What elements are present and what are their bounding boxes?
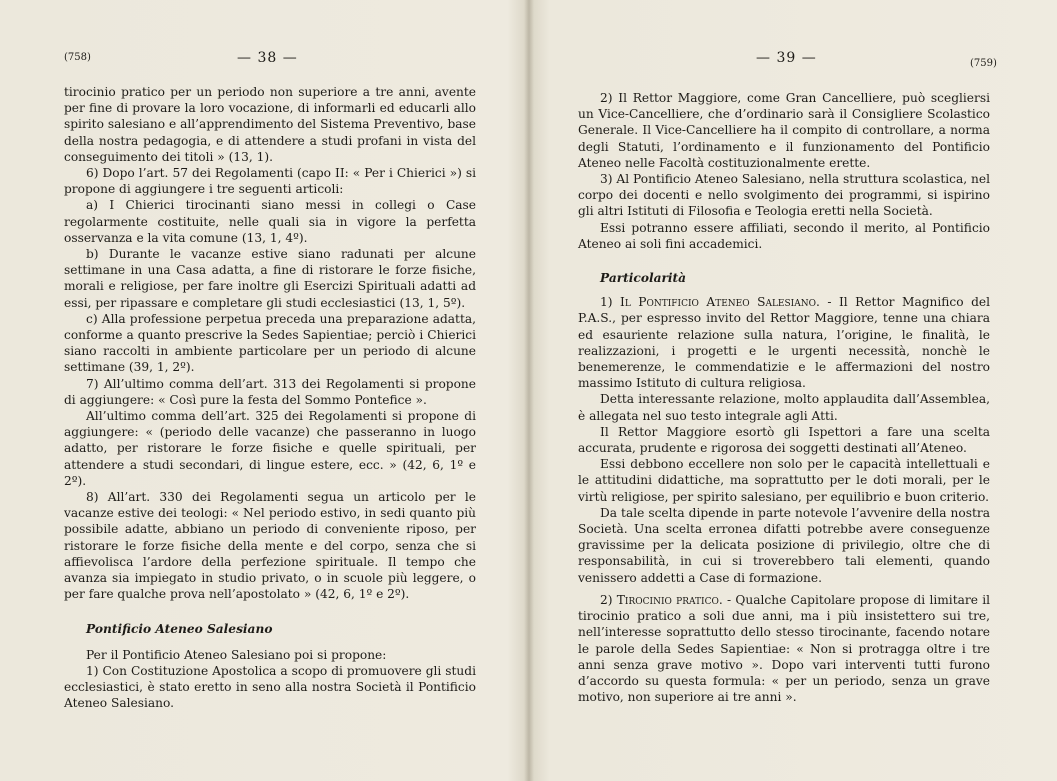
item-text: - Il Rettor Magnifico del P.A.S., per espresso invito del Rettor Maggiore, tenne una chiara ed esauriente relazione sulla natura, l’origine, le finalità, le realizzazioni, i progetti e le urgenti necessità, nonchè le benemerenze, le commendatizie e le affermazioni del nostro massimo Istituto di cultura religiosa. [578, 295, 990, 391]
right-page [534, 0, 1057, 781]
paragraph: 1) Con Costituzione Apostolica a scopo di promuovere gli studi ecclesiastici, è stato eretto in seno alla nostra Società il Pontificio Ateneo Salesiano. [64, 663, 476, 711]
left-side-page-number: (758) [64, 52, 91, 63]
paragraph: a) I Chierici tirocinanti siano messi in collegi o Case regolarmente costituite, nelle quali sia in vigore la perfetta osservanza e la vita comune (13, 1, 4º). [64, 198, 476, 245]
left-page-number: — 38 — [237, 50, 298, 66]
paragraph: b) Durante le vacanze estive siano radunati per alcune settimane in una Casa adatta, a fine di ristorare le forze fisiche, morali e religiose, per fare inoltre gli Esercizi Spirituali adatti ad essi, per ripassare e completare gli studi ecclesiastici (13, 1, 5º). [64, 247, 476, 310]
paragraph: Per il Pontificio Ateneo Salesiano poi si propone: [86, 647, 387, 662]
item-number: 1) [600, 295, 621, 310]
item-number: 2) [600, 592, 617, 607]
paragraph-pontificio-ateneo [578, 294, 990, 391]
left-page [0, 0, 524, 781]
right-page-body [578, 90, 990, 705]
paragraph: Essi potranno essere affiliati, secondo il merito, al Pontificio Ateneo ai soli fini accademici. [578, 220, 990, 251]
right-page-number: — 39 — [756, 50, 817, 66]
paragraph: Detta interessante relazione, molto applaudita dall’Assemblea, è allegata nel suo testo integrale agli Atti. [578, 392, 990, 423]
item-text: - Qualche Capitolare propose di limitare il tirocinio pratico a soli due anni, ma i più insistettero sui tre, nell’interesse soprattutto dello stesso tirocinante, facendo notare le parole della Sedes Sapientiae: « Non si protragga oltre i tre anni senza grave motivo ». Dopo vari interventi tutti furono d’accordo su questa formula: « per un periodo, senza un grave motivo, non superiore ai tre anni ». [578, 592, 990, 705]
paragraph: c) Alla professione perpetua preceda una preparazione adatta, conforme a quanto prescrive la Sedes Sapientiae; perciò i Chierici siano raccolti in ambiente particolare per un periodo di alcune settimane (39, 1, 2º). [64, 311, 476, 375]
paragraph: All’ultimo comma dell’art. 325 dei Regolamenti si propone di aggiungere: « (periodo delle vacanze) che passeranno in luogo adatto, per ristorare le forze fisiche e quelle spirituali, per attendere a studi secondari, di lingue estere, ecc. » (42, 6, 1º e 2º). [64, 409, 476, 488]
paragraph: 8) All’art. 330 dei Regolamenti segua un articolo per le vacanze estive dei teologi: « Nel periodo estivo, in sedi quanto più possibile adatte, abbiano un periodo di conveniente riposo, per ristorare le forze fisiche della mente e del corpo, senza che si affievolisca l’ardore della perfezione spirituale. Il tempo che avanza sia impiegato in studio privato, o in scuole più leggere, o per fare qualche prova nell’apostolato » (42, 6, 1º e 2º). [64, 490, 476, 602]
paragraph-tirocinio-pratico [578, 592, 990, 705]
paragraph: 3) Al Pontificio Ateneo Salesiano, nella struttura scolastica, nel corpo dei docenti e nello svolgimento dei programmi, si ispirino gli altri Istituti di Filosofia e Teologia eretti nella Società. [578, 172, 990, 219]
paragraph: 7) All’ultimo comma dell’art. 313 dei Regolamenti si propone di aggiungere: « Così pure la festa del Sommo Pontefice ». [64, 376, 476, 407]
item-title: Il Pontificio Ateneo Salesiano. [620, 295, 820, 310]
paragraph: 2) Il Rettor Maggiore, come Gran Cancelliere, può scegliersi un Vice-Cancelliere, che d’ordinario sarà il Consigliere Scolastico Generale. Il Vice-Cancelliere ha il compito di controllare, a norma degli Statuti, l’ordinamento e il funzionamento del Pontificio Ateneo nelle Facoltà costituzionalmente erette. [578, 91, 990, 170]
right-side-page-number: (759) [970, 58, 997, 69]
paragraph: Da tale scelta dipende in parte notevole l’avvenire della nostra Società. Una scelta erronea difatti potrebbe avere conseguenze gravissime per la delicata posizione di privilegio, oltre che di responsabilità, in cui si troverebbero tali elementi, quando venissero addetti a Case di formazione. [578, 505, 990, 585]
paragraph: Il Rettor Maggiore esortò gli Ispettori a fare una scelta accurata, prudente e rigorosa dei soggetti destinati all’Ateneo. [578, 424, 990, 456]
section-heading: Particolarità [600, 271, 687, 286]
paragraph: tirocinio pratico per un periodo non superiore a tre anni, avente per fine di provare la loro vocazione, di informarli ed educarli allo spirito salesiano e all’apprendimento del Sistema Preventivo, base della nostra pedagogia, e di attendere a studi profani in vista del conseguimento dei titoli » (13, 1). [64, 85, 476, 164]
section-heading: Pontificio Ateneo Salesiano [86, 621, 273, 636]
paragraph: Essi debbono eccellere non solo per le capacità intellettuali e le attitudini didattiche, ma soprattutto per le doti morali, per le virtù religiose, per spirito salesiano, per equilibrio e buon criterio. [578, 457, 990, 504]
item-title: Tirocinio pratico. [616, 592, 723, 607]
paragraph: 6) Dopo l’art. 57 dei Regolamenti (capo II: « Per i Chierici ») si propone di aggiungere i tre seguenti articoli: [64, 166, 476, 197]
book-gutter [524, 0, 534, 781]
left-page-body [64, 84, 476, 712]
